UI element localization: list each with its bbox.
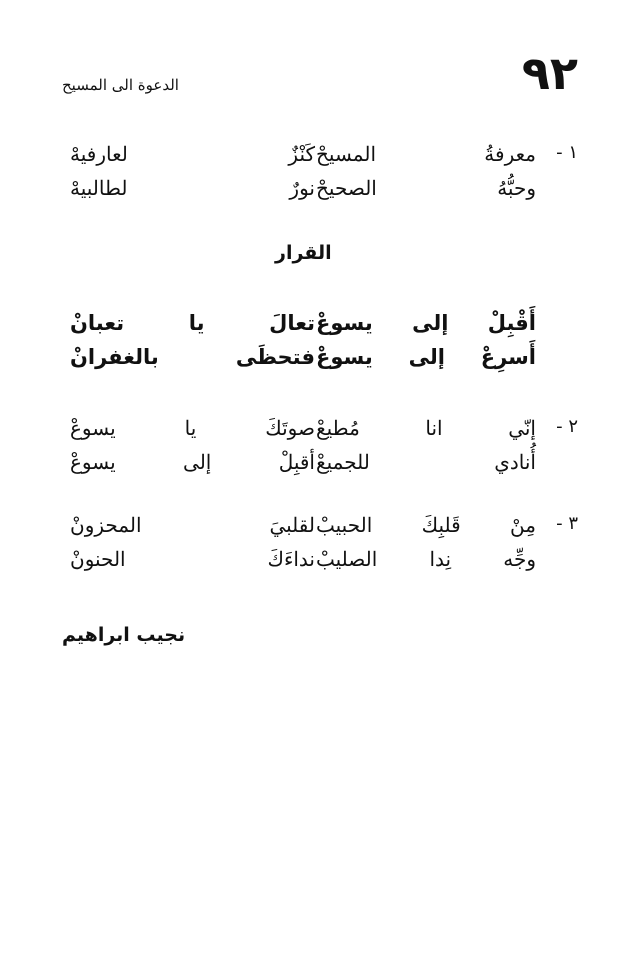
second-hemistich: تعالَ يا تعبانْ (70, 311, 315, 335)
refrain-title: القرار (275, 242, 332, 264)
verse-line (0, 311, 640, 345)
second-hemistich: نداءَكَ الحنونْ (70, 547, 315, 571)
running-head: الدعوة الى المسيح (62, 76, 179, 94)
first-hemistich: أَسرِعْ إلى يسوعْ (316, 345, 536, 369)
stanza-1 (0, 142, 640, 210)
first-hemistich: وحبُّهُ الصحيحْ (316, 176, 536, 200)
stanza-number: ٣ - (556, 513, 578, 534)
author-name: نجيب ابراهيم (62, 624, 186, 646)
page-number: ٩٢ (521, 46, 578, 100)
second-hemistich: أقبِلْ إلى يسوعْ (70, 450, 315, 474)
first-hemistich: إنّي انا مُطيعْ (316, 416, 536, 440)
verse-line (0, 345, 640, 379)
second-hemistich: لقلبيَ المحزونْ (70, 513, 315, 537)
stanza-3 (0, 513, 640, 581)
refrain (0, 311, 640, 379)
verse-line (0, 450, 640, 484)
first-hemistich: أُنادي للجميعْ (316, 450, 536, 474)
first-hemistich: وجِّه نِدا الصليبْ (316, 547, 536, 571)
stanza-number: ٢ - (556, 416, 578, 437)
second-hemistich: فتحظَى بالغفرانْ (70, 345, 315, 369)
first-hemistich: معرفةُ المسيحْ (316, 142, 536, 166)
verse-line (0, 142, 640, 176)
verse-line (0, 416, 640, 450)
verse-line (0, 513, 640, 547)
second-hemistich: كَنْزٌ لعارفيهْ (70, 142, 315, 166)
verse-line (0, 547, 640, 581)
verse-line (0, 176, 640, 210)
stanza-2 (0, 416, 640, 484)
second-hemistich: نورٌ لطالبيهْ (70, 176, 315, 200)
stanza-number: ١ - (556, 142, 578, 163)
first-hemistich: أَقْبِلْ إلى يسوعْ (316, 311, 536, 335)
first-hemistich: مِنْ قَلبِكَ الحبيبْ (316, 513, 536, 537)
second-hemistich: صوتَكَ يا يسوعْ (70, 416, 315, 440)
